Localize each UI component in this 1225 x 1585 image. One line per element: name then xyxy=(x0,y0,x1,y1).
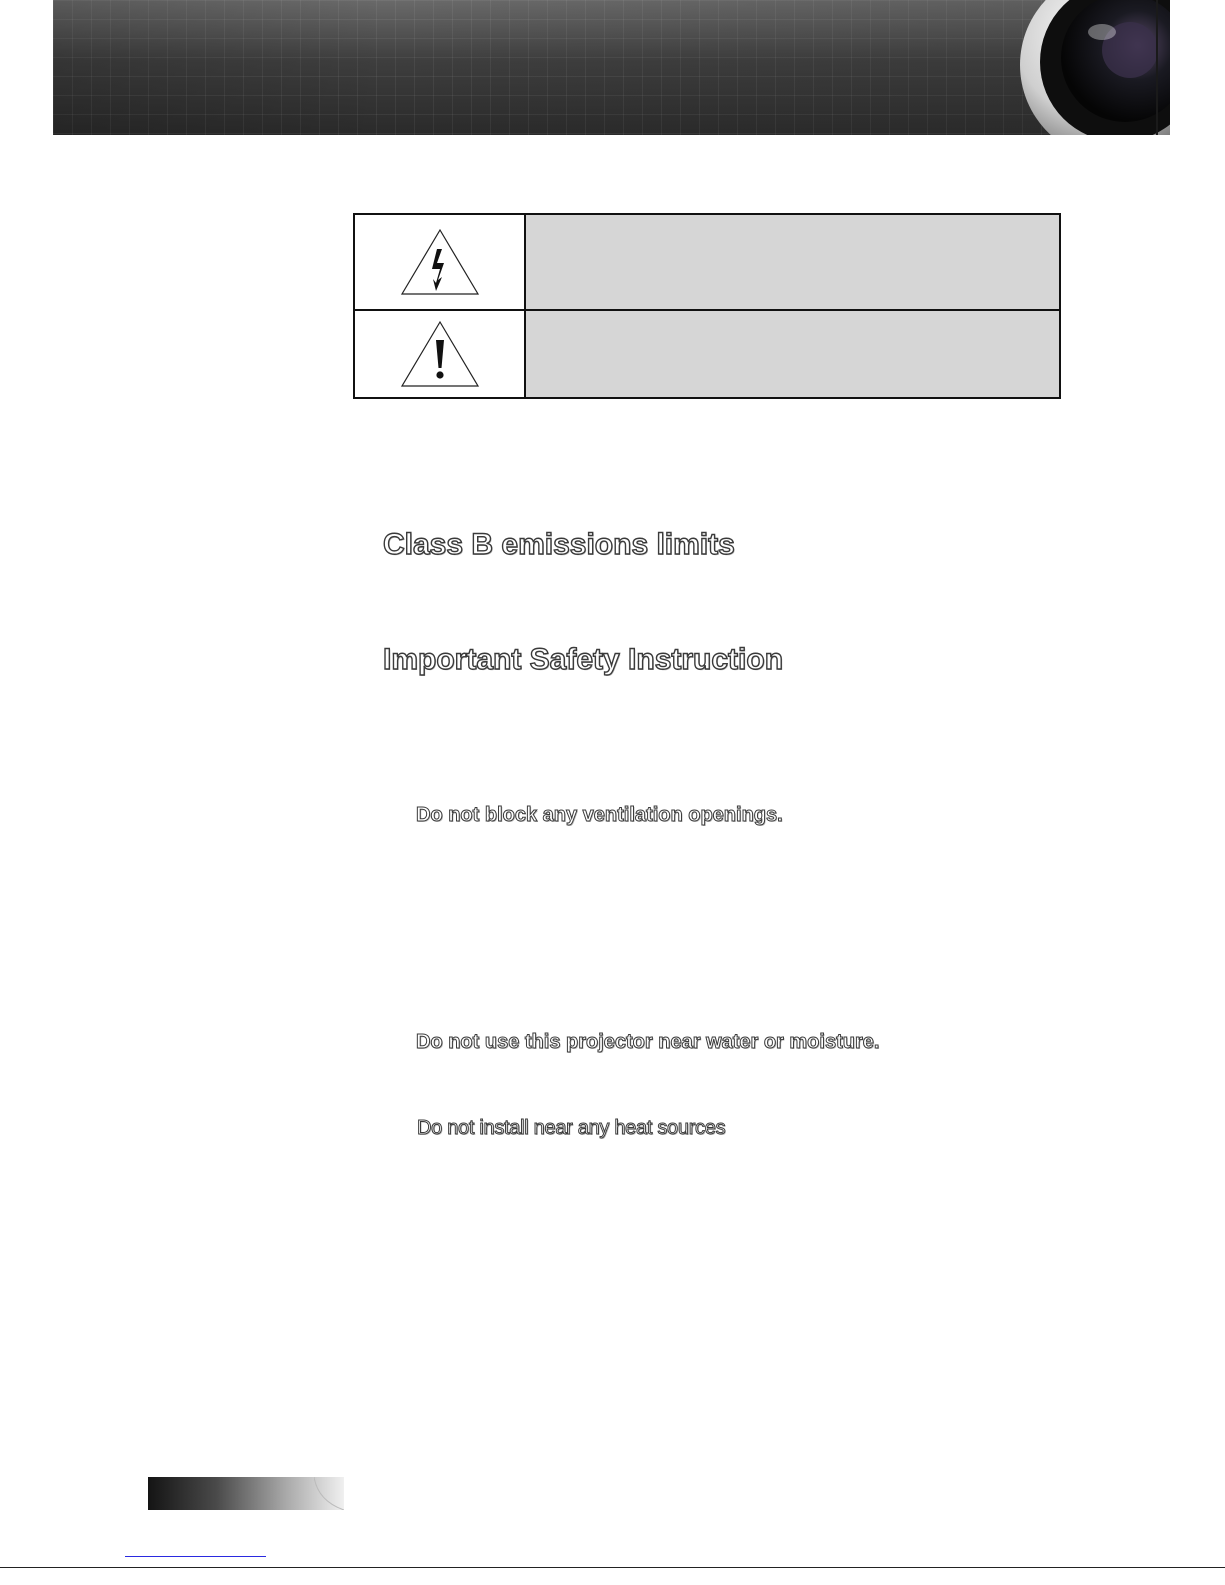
instruction-heat: Do not install near any heat sources xyxy=(417,1117,726,1139)
footer-link-underline xyxy=(125,1556,266,1557)
lightning-warning-icon xyxy=(400,227,480,297)
instruction-water: Do not use this projector near water or moisture. xyxy=(416,1031,880,1053)
warning-text-cell xyxy=(526,215,1059,311)
exclamation-warning-icon xyxy=(400,320,480,388)
safety-instruction-heading: Important Safety Instruction xyxy=(383,643,784,676)
page-curl-decoration xyxy=(314,1477,344,1510)
projector-lens-image xyxy=(990,0,1170,135)
footer-rule xyxy=(0,1567,1225,1568)
warning-symbols-table xyxy=(353,213,1061,399)
warning-text-cell xyxy=(526,311,1059,397)
banner-edge-line xyxy=(1156,0,1158,135)
warning-icon-cell xyxy=(355,311,526,397)
class-b-heading: Class B emissions limits xyxy=(383,528,735,561)
instruction-ventilation: Do not block any ventilation openings. xyxy=(416,804,783,826)
page-number-tab xyxy=(148,1477,344,1510)
header-banner xyxy=(53,0,1170,135)
warning-icon-cell xyxy=(355,215,526,311)
